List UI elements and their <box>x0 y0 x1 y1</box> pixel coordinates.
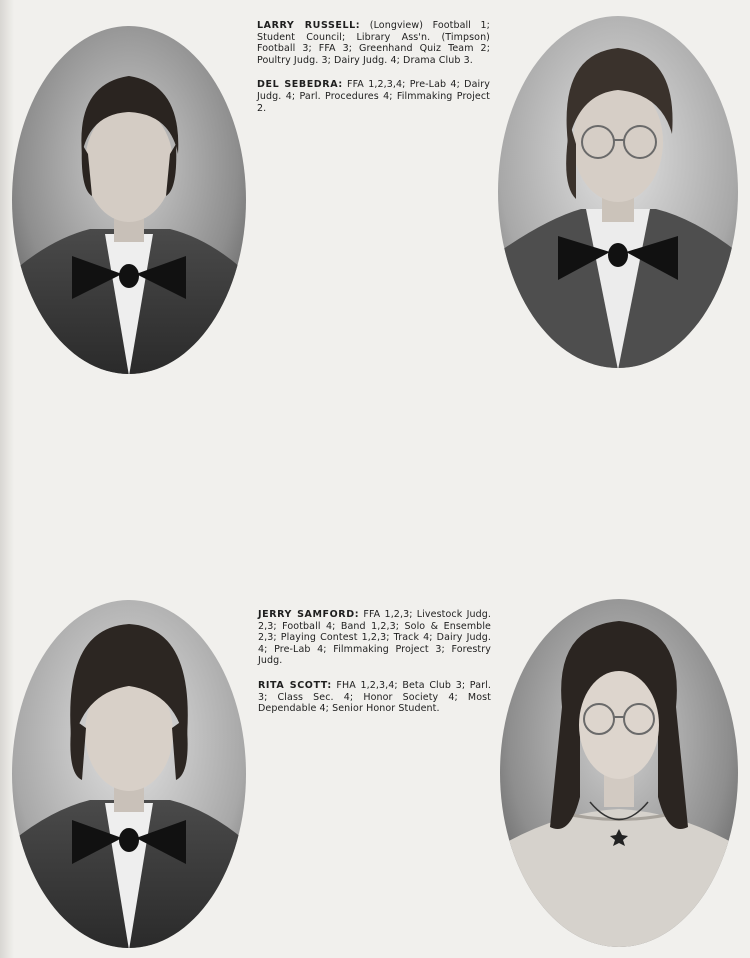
student-activities: FHA 1,2,3,4; Beta Club 3; Parl. 3; Class Sec. 4; Honor Society 4; Most Dependable 4; Senior Honor Student. <box>258 679 491 715</box>
student-entry <box>258 609 491 667</box>
student-entry <box>258 680 491 715</box>
portrait-photo <box>10 598 248 950</box>
student-entry <box>257 79 490 114</box>
portrait-photo <box>498 597 740 949</box>
student-activities: (Longview) Football 1; Student Council; Library Ass'n. (Timpson) Football 3; FFA 3; Greenhand Quiz Team 2; Poultry Judg. 3; Dairy Judg. 4; Drama Club 3. <box>257 20 490 66</box>
portrait-photo <box>10 24 248 376</box>
student-activities: FFA 1,2,3,4; Pre-Lab 4; Dairy Judg. 4; Parl. Procedures 4; Filmmaking Project 2. <box>257 79 490 114</box>
student-entry <box>257 20 490 66</box>
senior-caption-block <box>257 20 490 127</box>
student-name: RITA SCOTT: <box>258 679 332 691</box>
student-name: LARRY RUSSELL: <box>257 20 361 31</box>
portrait-photo <box>496 14 740 370</box>
student-name: DEL SEBEDRA: <box>257 79 343 91</box>
senior-caption-block <box>258 609 491 728</box>
student-activities: FFA 1,2,3; Livestock Judg. 2,3; Football 4; Band 1,2,3; Solo & Ensemble 2,3; Playing Contest 1,2,3; Track 4; Dairy Judg. 4; Pre-Lab 4; Filmmaking Project 3; Forestry Judg. <box>258 609 492 667</box>
student-name: JERRY SAMFORD: <box>258 609 360 620</box>
